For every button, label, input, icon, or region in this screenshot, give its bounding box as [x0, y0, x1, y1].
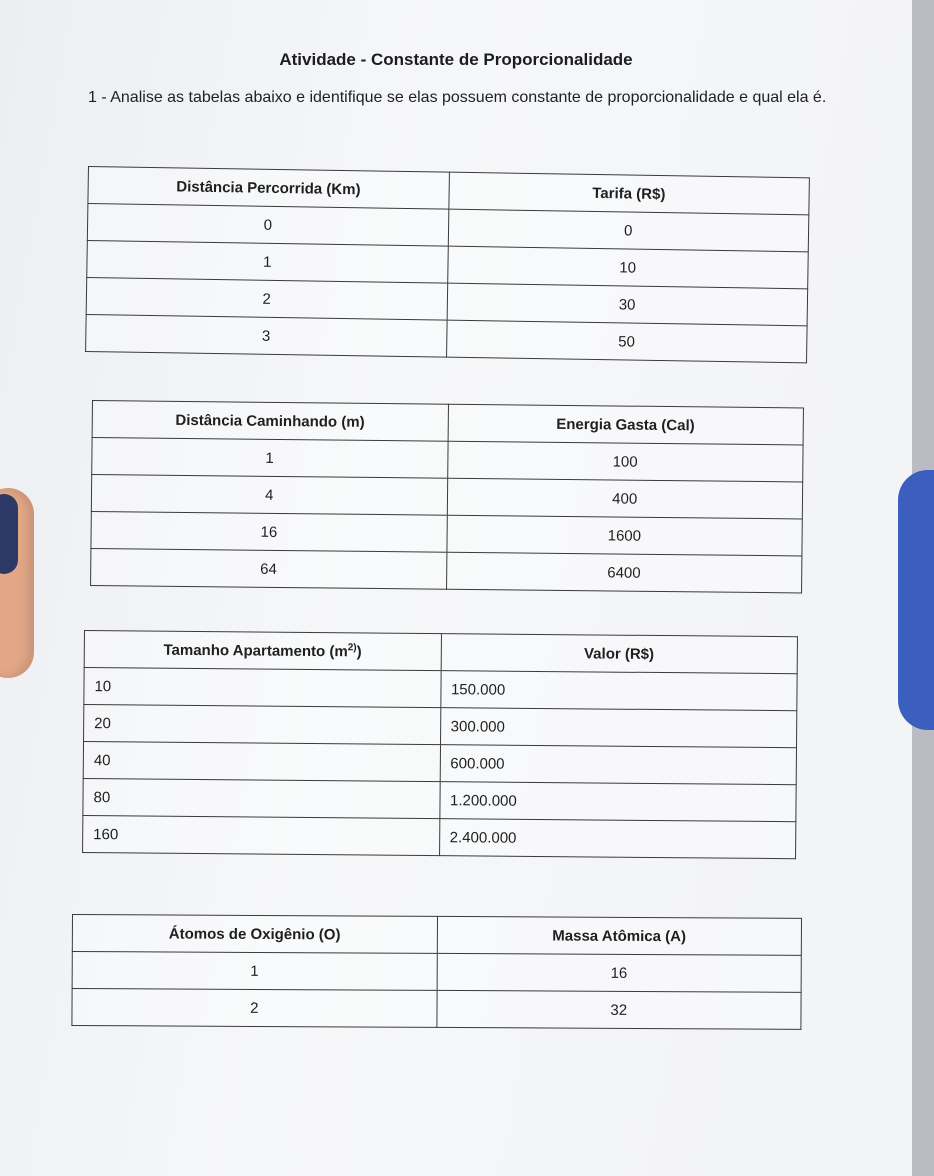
superscript: 2)	[347, 642, 357, 654]
table-cell: 3	[86, 314, 447, 357]
table-cell: 32	[436, 990, 801, 1029]
table-cell: 20	[84, 705, 441, 745]
table-cell: 64	[91, 548, 447, 589]
table-cell: 1	[72, 952, 437, 991]
table-cell: 30	[447, 283, 808, 326]
table-cell: 10	[447, 246, 808, 289]
table-cell: 0	[87, 204, 448, 247]
column-header: Energia Gasta (Cal)	[448, 404, 804, 445]
thumb-nail	[0, 494, 18, 574]
table-cell: 0	[448, 209, 809, 252]
table-cell: 50	[446, 320, 807, 363]
column-header: Distância Caminhando (m)	[92, 401, 448, 442]
table-cell: 1	[87, 240, 448, 283]
table-cell: 150.000	[440, 671, 797, 711]
table-row	[72, 952, 801, 993]
table-row	[83, 742, 796, 785]
table-header-row	[72, 915, 801, 956]
table-cell: 2.400.000	[439, 819, 796, 859]
column-header: Valor (R$)	[441, 634, 798, 674]
table-cell: 16	[437, 953, 802, 992]
table-cell: 100	[447, 441, 803, 482]
instruction-text: 1 - Analise as tabelas abaixo e identifique se elas possuem constante de proporcionalidade e qual ela é.	[88, 89, 827, 106]
table-cell: 4	[91, 475, 447, 516]
table-cell: 300.000	[440, 708, 797, 748]
table-oxygen-mass	[71, 914, 802, 1030]
table-cell: 2	[86, 277, 447, 320]
table-cell: 6400	[446, 552, 802, 593]
table-row	[84, 705, 797, 748]
table-cell: 1	[92, 438, 448, 479]
table-cell: 400	[447, 478, 803, 519]
table-cell: 1.200.000	[439, 782, 796, 822]
table-apartment-value	[82, 630, 798, 859]
table-distance-fare	[85, 166, 810, 363]
table-cell: 600.000	[440, 745, 797, 785]
column-header: Tamanho Apartamento $(m^{2)})$	[84, 631, 441, 671]
blue-sleeve	[898, 470, 934, 730]
table-row	[72, 989, 801, 1030]
table-row	[84, 668, 797, 711]
column-header: Massa Atômica (A)	[437, 916, 802, 955]
table-row	[83, 815, 796, 858]
table-walking-energy	[90, 400, 804, 593]
table-cell: 40	[83, 742, 440, 782]
column-header: Tarifa (R$)	[448, 172, 809, 215]
column-header: Átomos de Oxigênio (O)	[72, 915, 437, 954]
table-cell: 16	[91, 511, 447, 552]
column-header: Distância Percorrida (Km)	[88, 167, 449, 210]
table-cell: 1600	[446, 515, 802, 556]
table-row	[83, 778, 796, 821]
page-title: Atividade - Constante de Proporcionalidade	[279, 50, 633, 69]
table-cell: 2	[72, 989, 437, 1028]
table-cell: 10	[84, 668, 441, 708]
table-row	[91, 548, 802, 592]
table-cell: 80	[83, 778, 440, 818]
table-cell: 160	[83, 815, 440, 855]
table-header-row	[84, 631, 797, 674]
